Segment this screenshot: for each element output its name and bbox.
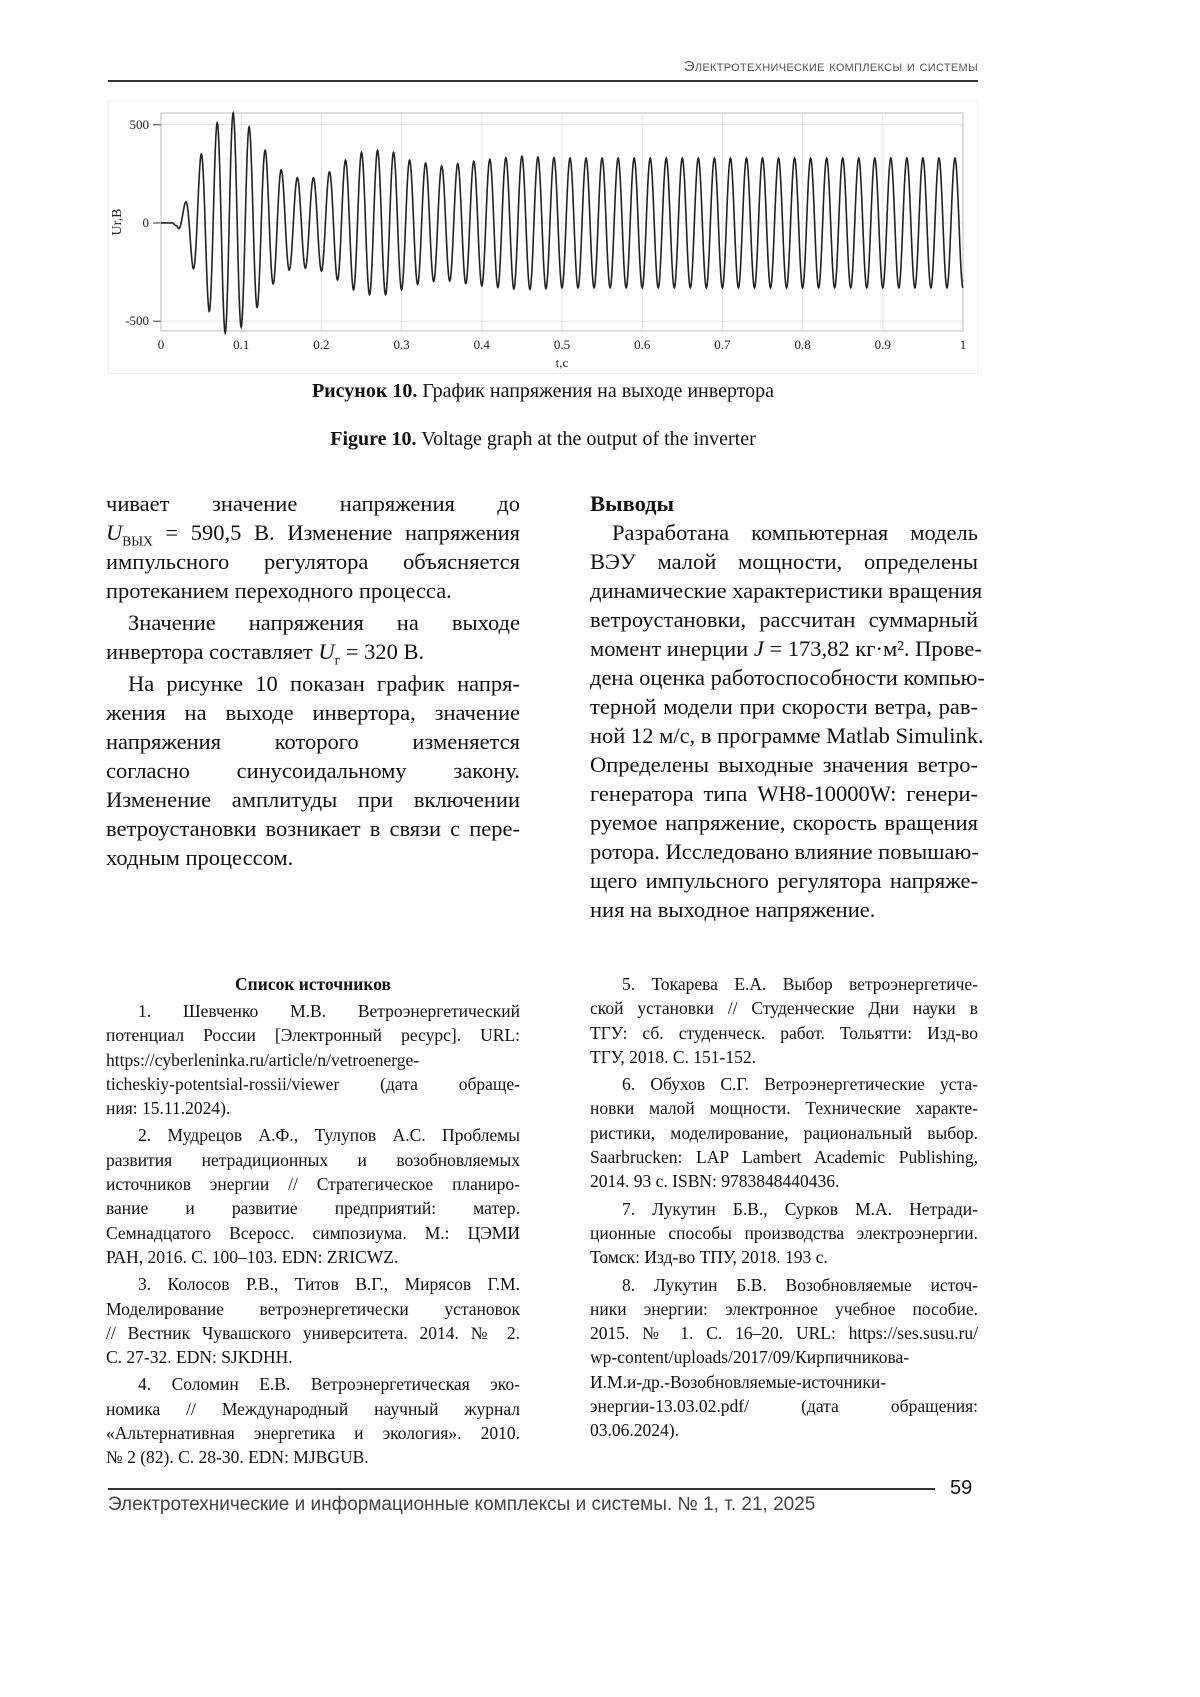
text-line: энергии-13.03.02.pdf/ (дата обращения: — [590, 1394, 978, 1418]
left-body-column — [106, 489, 520, 875]
text-line: чивает значение напряжения до — [106, 489, 520, 518]
page-number: 59 — [950, 1477, 972, 1500]
y-tick-label: 0 — [143, 215, 150, 230]
text-line: жения на выходе инвертора, значение — [106, 698, 520, 727]
figure-caption-ru-text: График напряжения на выходе инвертора — [417, 380, 774, 402]
text-line: 4. Соломин Е.В. Ветроэнергетическая эко- — [106, 1372, 520, 1396]
text-line: 5. Токарева Е.А. Выбор ветроэнергетиче- — [590, 972, 978, 996]
text-line: Разработана компьютерная модель — [590, 518, 978, 547]
text-line: ротора. Исследовано влияние повышаю- — [590, 837, 978, 866]
paragraph — [106, 1372, 520, 1469]
text-line: 2014. 93 с. ISBN: 9783848440436. — [590, 1169, 978, 1193]
text-line: ТГУ, 2018. С. 151-152. — [590, 1045, 978, 1069]
text-line: ники энергии: электронное учебное пособие. — [590, 1297, 978, 1321]
x-tick-label: 0.2 — [313, 337, 329, 352]
paragraph — [590, 518, 978, 924]
text-line: 2015. № 1. С. 16–20. URL: https://ses.susu.ru/ — [590, 1321, 978, 1345]
text-line: С. 27-32. EDN: SJKDHH. — [106, 1345, 520, 1369]
footer-journal: Электротехнические и информационные комплексы и системы. № 1, т. 21, 2025 — [108, 1494, 815, 1516]
x-tick-label: 0.8 — [794, 337, 810, 352]
math-variable: J — [754, 636, 764, 661]
text-line: ВЭУ малой мощности, определены — [590, 547, 978, 576]
y-tick-label: -500 — [125, 313, 149, 328]
references-left — [106, 972, 520, 1473]
x-tick-label: 0.3 — [393, 337, 409, 352]
text-line: На рисунке 10 показан график напря- — [106, 669, 520, 698]
text-line: развития нетрадиционных и возобновляемых — [106, 1148, 520, 1172]
text-line: Saarbrucken: LAP Lambert Academic Publishing, — [590, 1145, 978, 1169]
x-axis-label: t,c — [556, 355, 569, 370]
paragraph — [590, 972, 978, 1069]
text-line: ticheskiy-potentsial-rossii/viewer (дата обраще- — [106, 1072, 520, 1096]
paragraph — [106, 608, 520, 666]
chart-svg — [109, 101, 977, 373]
x-tick-label: 0.7 — [714, 337, 731, 352]
text-line: // Вестник Чувашского университета. 2014. № 2. — [106, 1321, 520, 1345]
text-line: импульсного регулятора объясняется — [106, 547, 520, 576]
text-line: ния: 15.11.2024). — [106, 1096, 520, 1120]
voltage-chart — [108, 100, 978, 374]
x-tick-label: 0.4 — [474, 337, 491, 352]
text-line: 2. Мудрецов А.Ф., Тулупов А.С. Проблемы — [106, 1123, 520, 1147]
text-line: Значение напряжения на выходе — [106, 608, 520, 637]
text-line: терной модели при скорости ветра, рав- — [590, 692, 978, 721]
right-body-column — [590, 489, 978, 927]
text-line: РАН, 2016. С. 100–103. EDN: ZRICWZ. — [106, 1245, 520, 1269]
text-line: генератора типа WH8-10000W: генери- — [590, 779, 978, 808]
math-variable: U — [106, 520, 122, 545]
text-line: ходным процессом. — [106, 843, 520, 872]
text-line: Семнадцатого Всеросс. симпозиума. М.: ЦЭМИ — [106, 1221, 520, 1245]
x-tick-label: 0 — [158, 337, 165, 352]
paragraph — [106, 669, 520, 872]
text-line: 6. Обухов С.Г. Ветроэнергетические уста- — [590, 1072, 978, 1096]
text-line-with-formula — [106, 637, 520, 666]
text-line: ветроустановки, рассчитан суммарный — [590, 605, 978, 634]
text-line: источников энергии // Стратегическое планиро- — [106, 1172, 520, 1196]
figure-caption-ru — [0, 380, 1086, 403]
section-heading-conclusions: Выводы — [590, 489, 978, 518]
header-rule — [108, 80, 978, 82]
text-line: динамические характеристики вращения — [590, 576, 978, 605]
math-subscript: ВЫХ — [122, 534, 153, 549]
paragraph — [106, 489, 520, 605]
reference-list-left — [106, 999, 520, 1470]
figure-label-ru: Рисунок 10. — [312, 380, 417, 402]
text-line: согласно синусоидальному закону. — [106, 756, 520, 785]
x-tick-label: 0.9 — [875, 337, 891, 352]
references-title: Список источников — [106, 972, 520, 999]
paragraph — [106, 1272, 520, 1369]
text-line: потенциал России [Электронный ресурс]. URL: — [106, 1023, 520, 1047]
text-line: «Альтернативная энергетика и экология». 2010. — [106, 1421, 520, 1445]
text-line: Изменение амплитуды при включении — [106, 785, 520, 814]
text-line: протеканием переходного процесса. — [106, 576, 520, 605]
text-line: вание и развитие предприятий: матер. — [106, 1196, 520, 1220]
x-tick-label: 1 — [960, 337, 967, 352]
paragraph — [590, 1273, 978, 1443]
figure-label-en: Figure 10. — [330, 428, 416, 450]
text-line: щего импульсного регулятора напряже- — [590, 866, 978, 895]
text-line: https://cyberleninka.ru/article/n/vetroenerge- — [106, 1048, 520, 1072]
references-right — [590, 972, 978, 1446]
text-line: ния на выходное напряжение. — [590, 895, 978, 924]
math-variable: U — [318, 639, 334, 664]
text-line: 7. Лукутин Б.В., Сурков М.А. Нетради- — [590, 1197, 978, 1221]
text-line: ристики, моделирование, рациональный выбор. — [590, 1121, 978, 1145]
text-line: 8. Лукутин Б.В. Возобновляемые источ- — [590, 1273, 978, 1297]
y-tick-label: 500 — [130, 117, 150, 132]
text-line: руемое напряжение, скорость вращения — [590, 808, 978, 837]
text-line: ветроустановки возникает в связи с пере- — [106, 814, 520, 843]
text-line: 3. Колосов Р.В., Титов В.Г., Мирясов Г.М. — [106, 1272, 520, 1296]
running-header: Электротехнические комплексы и системы — [684, 58, 978, 75]
footer-rule — [108, 1488, 935, 1490]
text-run: = 173,82 кг·м². Прове- — [764, 636, 982, 661]
text-line: Моделирование ветроэнергетически установок — [106, 1297, 520, 1321]
text-run: момент инерции — [590, 636, 754, 661]
paragraph — [590, 1197, 978, 1270]
y-axis-label: Ur,B — [110, 208, 125, 235]
text-run: = 590,5 В. Изменение напряжения — [153, 520, 520, 545]
text-line-with-formula — [590, 634, 978, 663]
text-line: номика // Международный научный журнал — [106, 1397, 520, 1421]
text-line: ной 12 м/с, в программе Matlab Simulink. — [590, 721, 978, 750]
text-line: Определены выходные значения ветро- — [590, 750, 978, 779]
text-line: ционные способы производства электроэнергии. — [590, 1221, 978, 1245]
reference-list-right — [590, 972, 978, 1443]
text-line: И.М.и-др.-Возобновляемые-источники- — [590, 1370, 978, 1394]
paragraph — [106, 999, 520, 1120]
text-run: = 320 В. — [340, 639, 424, 664]
text-line: дена оценка работоспособности компью- — [590, 663, 978, 692]
text-line: напряжения которого изменяется — [106, 727, 520, 756]
text-line: № 2 (82). С. 28-30. EDN: MJBGUB. — [106, 1445, 520, 1469]
figure-caption-en-text: Voltage graph at the output of the inverter — [417, 428, 756, 450]
text-line: новки малой мощности. Технические характе- — [590, 1096, 978, 1120]
paragraph — [106, 1123, 520, 1269]
text-run: инвертора составляет — [106, 639, 318, 664]
text-line: ТГУ: сб. студенческ. работ. Тольятти: Изд-во — [590, 1021, 978, 1045]
text-line: wp-content/uploads/2017/09/Кирпичникова- — [590, 1345, 978, 1369]
x-tick-label: 0.5 — [554, 337, 570, 352]
text-line: ской установки // Студенческие Дни науки в — [590, 996, 978, 1020]
figure-caption-en — [0, 428, 1086, 451]
paragraph — [590, 1072, 978, 1193]
x-tick-label: 0.6 — [634, 337, 651, 352]
x-tick-label: 0.1 — [233, 337, 249, 352]
text-line: Томск: Изд-во ТПУ, 2018. 193 с. — [590, 1245, 978, 1269]
conclusions-text — [590, 518, 978, 924]
text-line: 1. Шевченко М.В. Ветроэнергетический — [106, 999, 520, 1023]
text-line: 03.06.2024). — [590, 1418, 978, 1442]
text-line-with-formula — [106, 518, 520, 547]
math-subscript: г — [335, 653, 341, 668]
